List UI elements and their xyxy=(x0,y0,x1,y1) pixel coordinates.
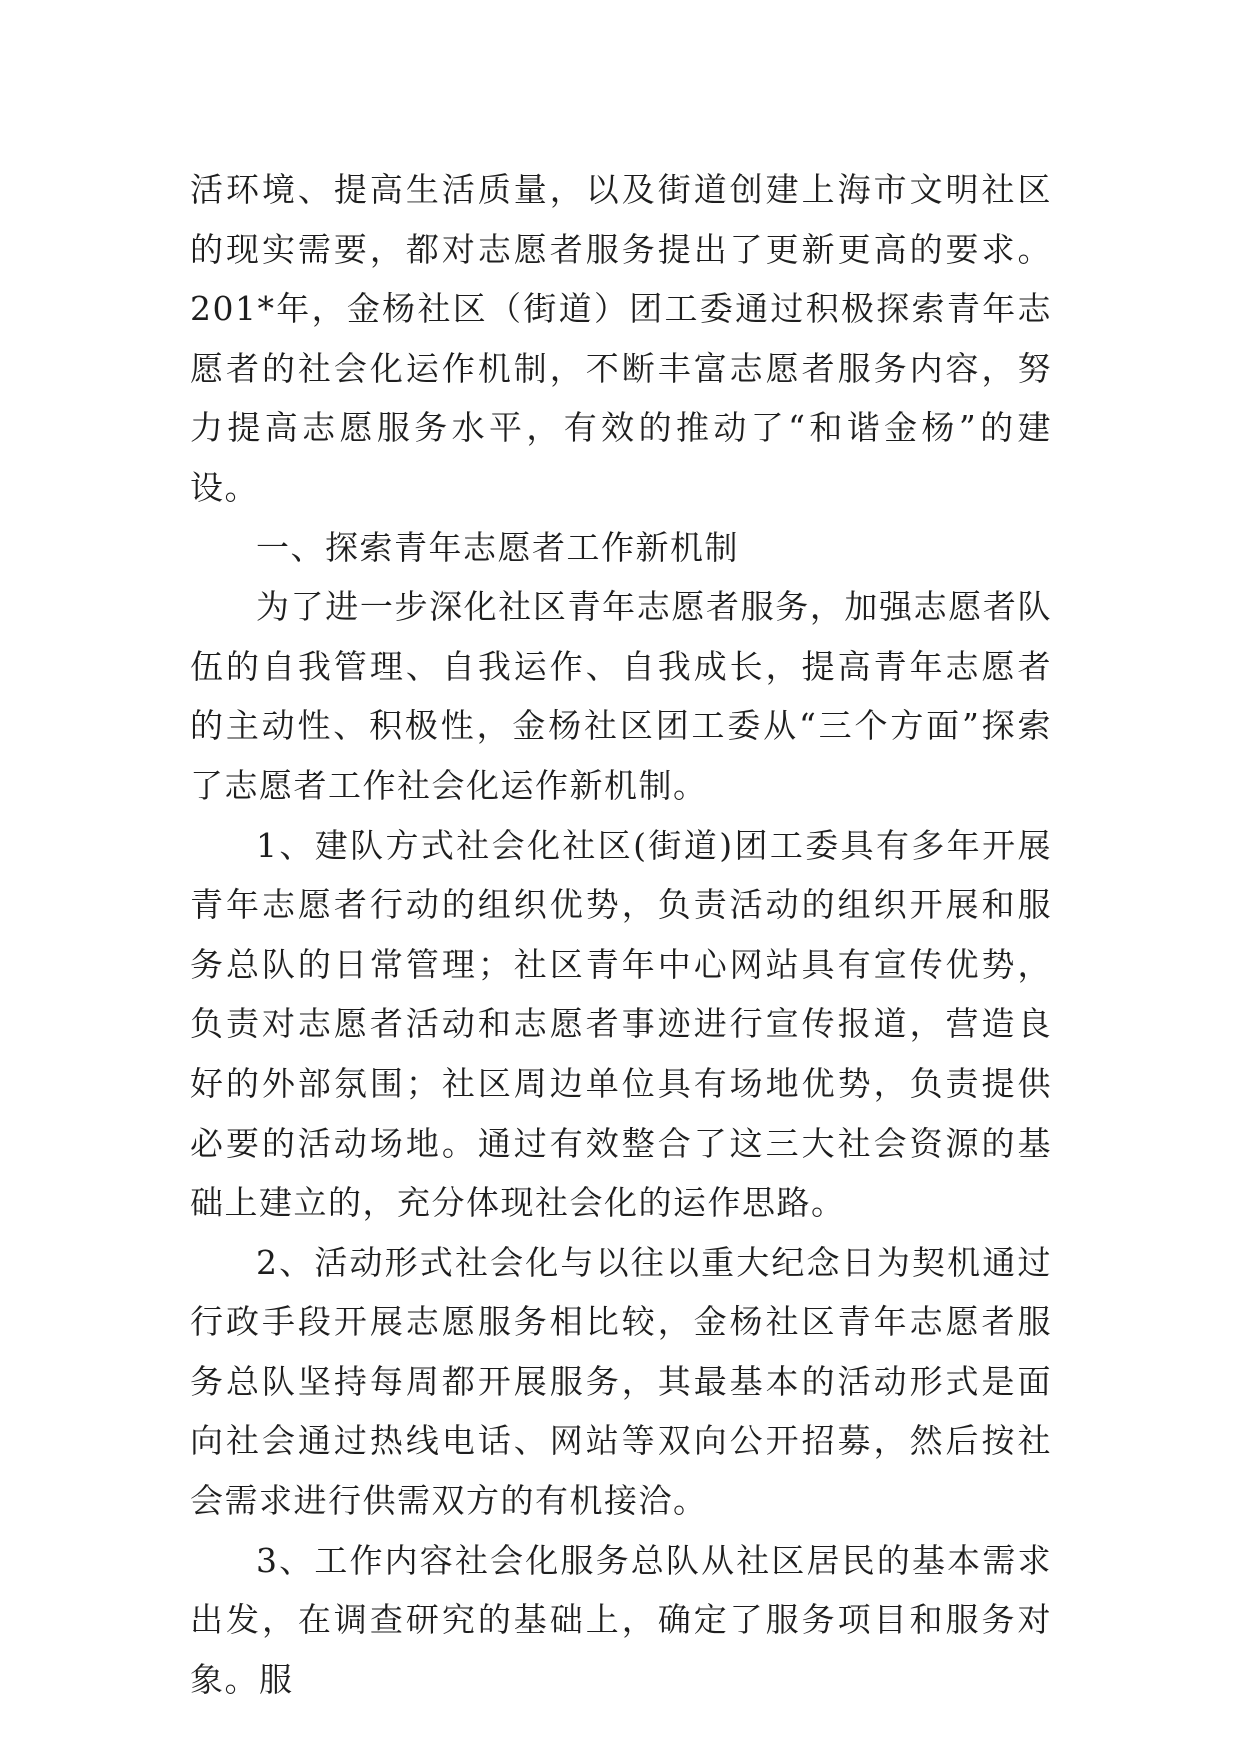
section-heading: 一、探索青年志愿者工作新机制 xyxy=(256,527,739,567)
paragraph-section-intro: 为了进一步深化社区青年志愿者服务，加强志愿者队伍的自我管理、自我运作、自我成长，提高青年志愿者的主动性、积极性，金杨社区团工委从“三个方面”探索了志愿者工作社会化运作新机制。 xyxy=(190,587,1052,805)
paragraph-intro-continued: 活环境、提高生活质量，以及街道创建上海市文明社区的现实需要，都对志愿者服务提出了更新更高的要求。201*年，金杨社区（街道）团工委通过积极探索青年志愿者的社会化运作机制，不断丰富志愿者服务内容，努力提高志愿服务水平，有效的推动了“和谐金杨”的建设。 xyxy=(190,170,1052,507)
paragraph-item-3: 3、工作内容社会化服务总队从社区居民的基本需求出发，在调查研究的基础上，确定了服务项目和服务对象。服 xyxy=(190,1540,1052,1699)
paragraph-item-2: 2、活动形式社会化与以往以重大纪念日为契机通过行政手段开展志愿服务相比较，金杨社区青年志愿者服务总队坚持每周都开展服务，其最基本的活动形式是面向社会通过热线电话、网站等双向公开招募，然后按社会需求进行供需双方的有机接洽。 xyxy=(190,1242,1052,1521)
paragraph-item-1: 1、建队方式社会化社区(街道)团工委具有多年开展青年志愿者行动的组织优势，负责活动的组织开展和服务总队的日常管理；社区青年中心网站具有宣传优势，负责对志愿者活动和志愿者事迹进行宣传报道，营造良好的外部氛围；社区周边单位具有场地优势，负责提供必要的活动场地。通过有效整合了这三大社会资源的基础上建立的，充分体现社会化的运作思路。 xyxy=(190,825,1052,1223)
document-body xyxy=(190,160,1052,1709)
